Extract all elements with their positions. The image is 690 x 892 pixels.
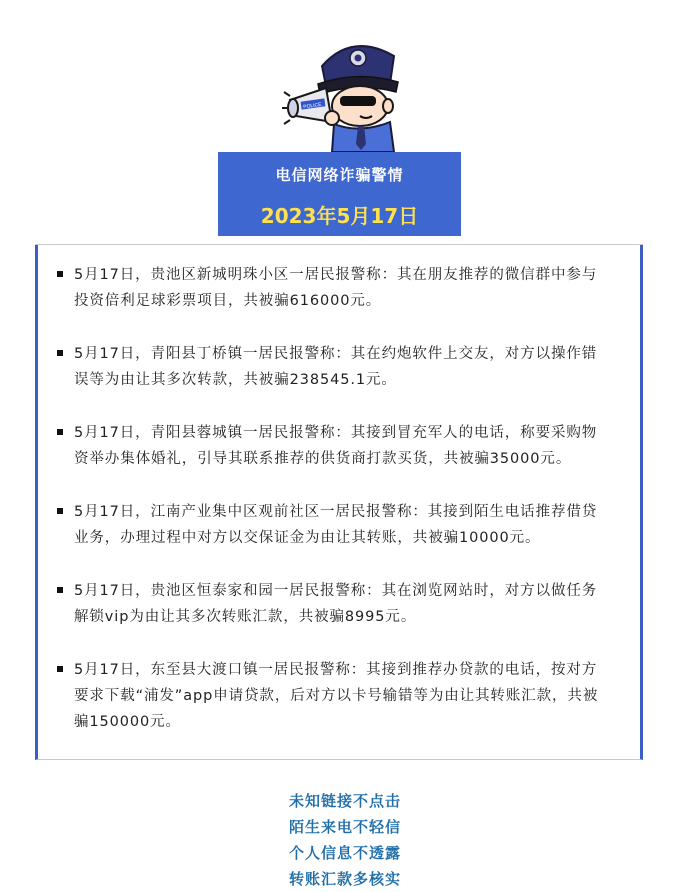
alert-header — [218, 152, 461, 236]
case-text: 5月17日，江南产业集中区观前社区一居民报警称：其接到陌生电话推荐借贷业务，办理过程中对方以交保证金为由让其转账，共被骗10000元。 — [74, 504, 598, 546]
case-text: 5月17日，青阳县丁桥镇一居民报警称：其在约炮软件上交友，对方以操作错误等为由让其多次转款，共被骗238545.1元。 — [74, 346, 598, 388]
list-item — [38, 262, 640, 314]
case-text: 5月17日，东至县大渡口镇一居民报警称：其接到推荐办贷款的电话，按对方要求下载“浦发”app申请贷款，后对方以卡号输错等为由让其转账汇款，共被骗150000元。 — [74, 662, 599, 730]
case-text: 5月17日，贵池区恒泰家和园一居民报警称：其在浏览网站时，对方以做任务解锁vip为由让其多次转账汇款，共被骗8995元。 — [74, 583, 598, 625]
list-item — [38, 499, 640, 551]
bullet-square-icon — [57, 350, 63, 356]
bullet-square-icon — [57, 508, 63, 514]
slogan-line: 转账汇款多核实 — [288, 870, 401, 888]
list-item — [38, 341, 640, 393]
slogan-line: 陌生来电不轻信 — [288, 818, 401, 836]
slogan-line: 未知链接不点击 — [288, 792, 401, 810]
slogan-line: 个人信息不透露 — [288, 844, 401, 862]
header-title: 电信网络诈骗警情 — [275, 166, 404, 184]
bullet-square-icon — [57, 429, 63, 435]
case-list — [38, 262, 640, 762]
case-list-panel — [35, 244, 643, 760]
list-item — [38, 657, 640, 735]
police-officer-megaphone-icon — [282, 26, 412, 156]
list-item — [38, 578, 640, 630]
bullet-square-icon — [57, 587, 63, 593]
case-text: 5月17日，青阳县蓉城镇一居民报警称：其接到冒充军人的电话，称要采购物资举办集体婚礼，引导其联系推荐的供货商打款买货，共被骗35000元。 — [74, 425, 598, 467]
safety-slogans — [0, 788, 690, 892]
case-text: 5月17日，贵池区新城明珠小区一居民报警称：其在朋友推荐的微信群中参与投资倍利足球彩票项目，共被骗616000元。 — [74, 267, 598, 309]
list-item — [38, 420, 640, 472]
megaphone-label: POLICE — [302, 101, 322, 111]
header-date: 2023年5月17日 — [260, 204, 419, 228]
bullet-square-icon — [57, 666, 63, 672]
bullet-square-icon — [57, 271, 63, 277]
